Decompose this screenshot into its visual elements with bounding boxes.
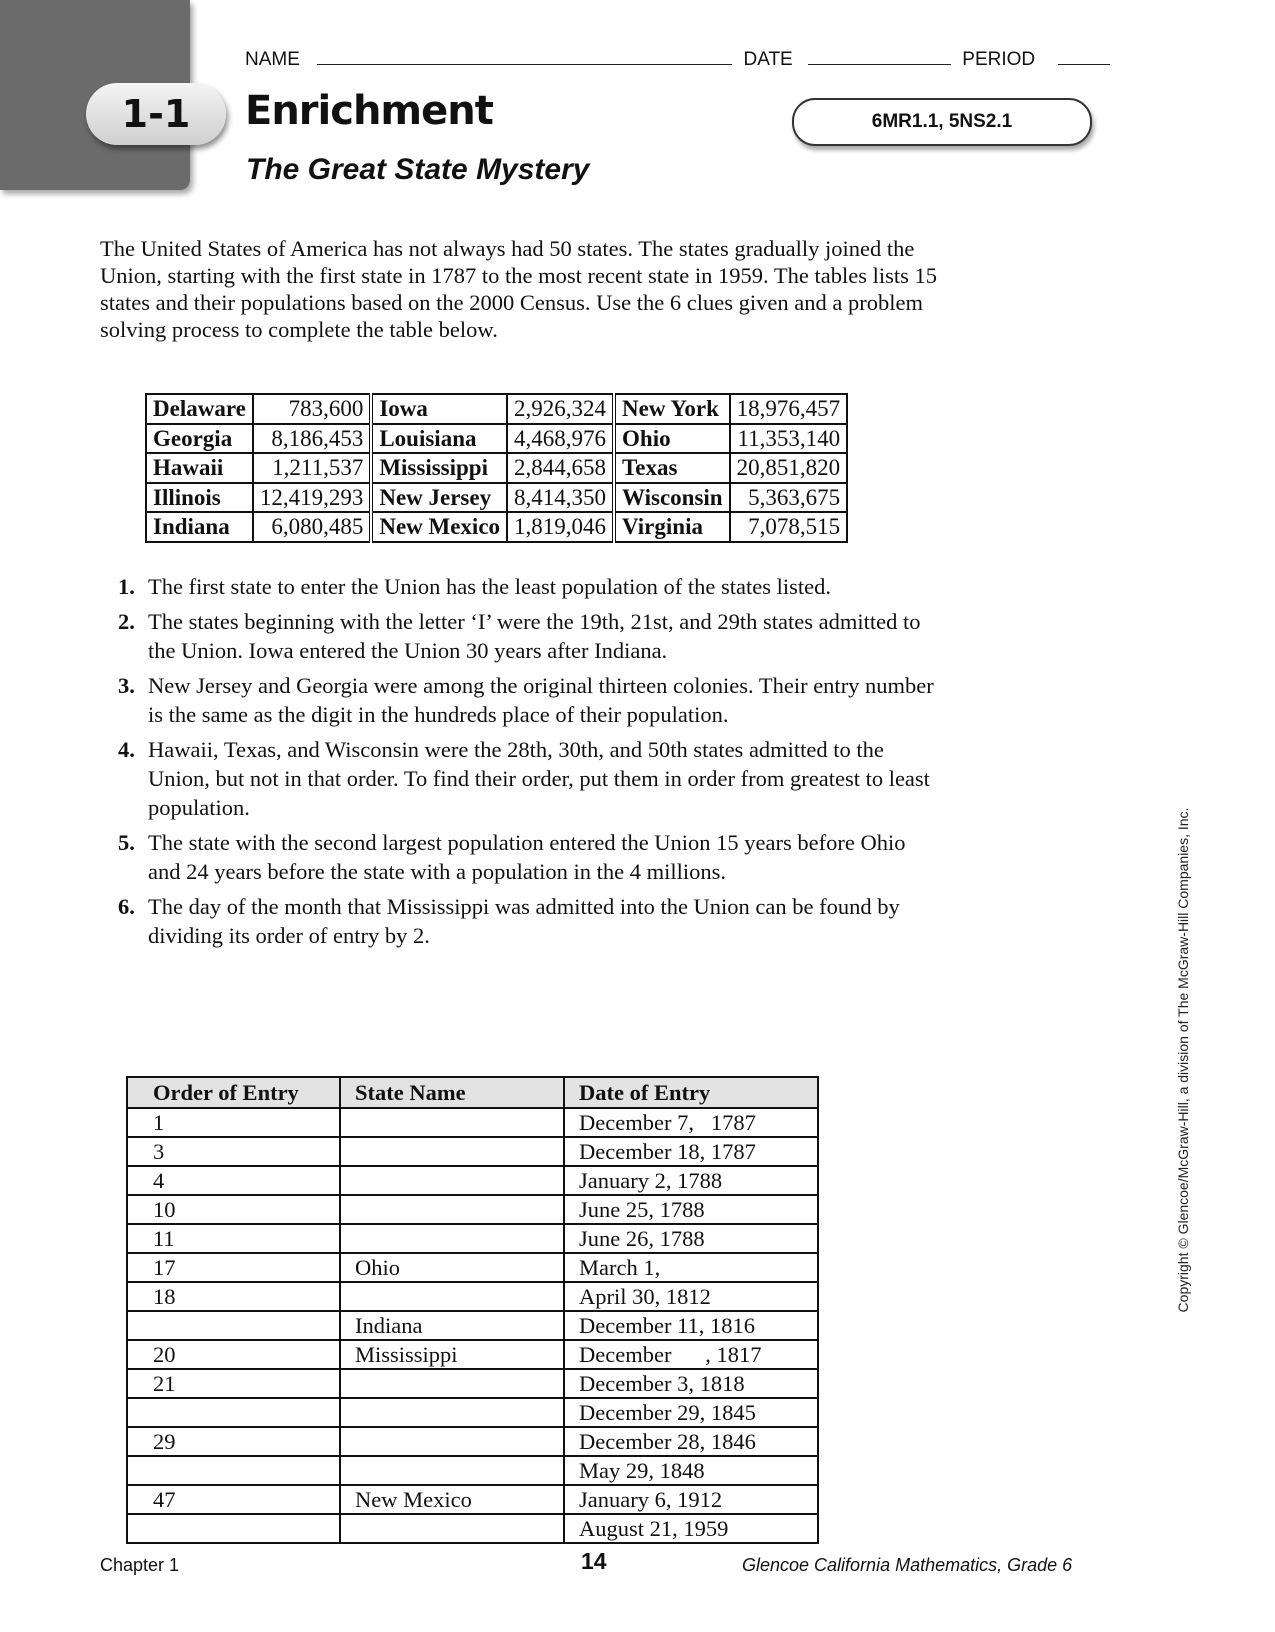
- state-name-cell[interactable]: [340, 1456, 564, 1485]
- clue-text: The state with the second largest population entered the Union 15 years before Ohio and 24 years before the state with a population in the 4 millions.: [148, 830, 906, 884]
- state-name-cell[interactable]: [340, 1137, 564, 1166]
- standards-badge: 6MR1.1, 5NS2.1: [792, 98, 1092, 146]
- entry-row: [127, 1398, 818, 1427]
- population-cell: 8,414,350: [507, 483, 614, 513]
- lesson-number-badge: [86, 83, 226, 145]
- date-of-entry-cell: June 26, 1788: [564, 1224, 818, 1253]
- order-of-entry-cell[interactable]: [127, 1398, 340, 1427]
- state-name-cell: New York: [614, 394, 730, 424]
- entry-row: [127, 1166, 818, 1195]
- population-cell: 7,078,515: [730, 512, 848, 542]
- date-of-entry-cell: December 3, 1818: [564, 1369, 818, 1398]
- population-row: [146, 453, 847, 483]
- date-of-entry-cell: June 25, 1788: [564, 1195, 818, 1224]
- state-name-cell: Illinois: [146, 483, 253, 513]
- clue-list: [110, 572, 940, 956]
- state-name-cell: New Mexico: [340, 1485, 564, 1514]
- state-name-cell: Ohio: [340, 1253, 564, 1282]
- date-of-entry-cell: August 21, 1959: [564, 1514, 818, 1543]
- state-name-cell[interactable]: [340, 1398, 564, 1427]
- date-of-entry-cell: January 2, 1788: [564, 1166, 818, 1195]
- state-name-cell[interactable]: [340, 1282, 564, 1311]
- population-cell: 11,353,140: [730, 424, 848, 454]
- date-of-entry-cell: April 30, 1812: [564, 1282, 818, 1311]
- state-name-cell: Ohio: [614, 424, 730, 454]
- entry-row: [127, 1137, 818, 1166]
- state-name-cell: Wisconsin: [614, 483, 730, 513]
- population-table: [145, 393, 848, 543]
- clue-item: [110, 892, 940, 950]
- date-of-entry-cell: December 29, 1845: [564, 1398, 818, 1427]
- population-cell: 1,211,537: [253, 453, 372, 483]
- date-blank[interactable]: [808, 63, 951, 65]
- population-cell: 5,363,675: [730, 483, 848, 513]
- state-name-cell[interactable]: [340, 1108, 564, 1137]
- state-name-cell: Delaware: [146, 394, 253, 424]
- state-name-cell: New Jersey: [371, 483, 507, 513]
- order-of-entry-cell: 18: [127, 1282, 340, 1311]
- order-of-entry-cell: 11: [127, 1224, 340, 1253]
- order-of-entry-cell: 10: [127, 1195, 340, 1224]
- order-of-entry-cell: 29: [127, 1427, 340, 1456]
- name-blank[interactable]: [317, 63, 732, 65]
- state-name-cell: Mississippi: [340, 1340, 564, 1369]
- clue-item: [110, 735, 940, 822]
- clue-text: The states beginning with the letter ‘I’ were the 19th, 21st, and 29th states admitted to the Union. Iowa entered the Union 30 years after Indiana.: [148, 609, 921, 663]
- order-of-entry-cell: 20: [127, 1340, 340, 1369]
- entry-row: [127, 1456, 818, 1485]
- clue-number: 3.: [118, 673, 135, 698]
- clue-item: [110, 828, 940, 886]
- population-cell: 4,468,976: [507, 424, 614, 454]
- entry-row: [127, 1427, 818, 1456]
- state-name-cell: Virginia: [614, 512, 730, 542]
- state-name-cell: Louisiana: [371, 424, 507, 454]
- population-cell: 2,926,324: [507, 394, 614, 424]
- date-of-entry-cell: January 6, 1912: [564, 1485, 818, 1514]
- copyright-notice: Copyright © Glencoe/McGraw-Hill, a division of The McGraw-Hill Companies, Inc.: [1175, 807, 1191, 1313]
- clue-number: 4.: [118, 737, 135, 762]
- order-of-entry-cell[interactable]: [127, 1311, 340, 1340]
- entry-row: [127, 1369, 818, 1398]
- population-cell: 1,819,046: [507, 512, 614, 542]
- population-row: [146, 394, 847, 424]
- clue-item: [110, 671, 940, 729]
- entry-row: [127, 1514, 818, 1543]
- population-row: [146, 483, 847, 513]
- lesson-number: 1-1: [121, 92, 191, 136]
- entry-row: [127, 1108, 818, 1137]
- state-name-cell[interactable]: [340, 1369, 564, 1398]
- date-of-entry-cell: December 11, 1816: [564, 1311, 818, 1340]
- state-name-cell: Hawaii: [146, 453, 253, 483]
- entry-row: [127, 1224, 818, 1253]
- footer-book-title: Glencoe California Mathematics, Grade 6: [742, 1555, 1073, 1575]
- entry-row: [127, 1485, 818, 1514]
- footer-page-number: 14: [581, 1548, 607, 1574]
- order-of-entry-cell: 1: [127, 1108, 340, 1137]
- date-of-entry-cell: May 29, 1848: [564, 1456, 818, 1485]
- state-name-cell: Indiana: [146, 512, 253, 542]
- population-cell: 6,080,485: [253, 512, 372, 542]
- state-name-cell: Mississippi: [371, 453, 507, 483]
- population-cell: 8,186,453: [253, 424, 372, 454]
- entry-row: [127, 1195, 818, 1224]
- state-name-cell[interactable]: [340, 1427, 564, 1456]
- entry-row: [127, 1340, 818, 1369]
- order-of-entry-cell[interactable]: [127, 1514, 340, 1543]
- entry-row: [127, 1282, 818, 1311]
- entry-row: [127, 1311, 818, 1340]
- entry-table-header-row: [127, 1077, 818, 1108]
- population-cell: 18,976,457: [730, 394, 848, 424]
- order-of-entry-cell[interactable]: [127, 1456, 340, 1485]
- clue-number: 2.: [118, 609, 135, 634]
- date-of-entry-cell: December , 1817: [564, 1340, 818, 1369]
- population-cell: 783,600: [253, 394, 372, 424]
- clue-number: 1.: [118, 574, 135, 599]
- clue-text: The first state to enter the Union has the least population of the states listed.: [148, 574, 831, 599]
- name-label: NAME: [245, 49, 300, 70]
- period-label: PERIOD: [962, 49, 1036, 70]
- clue-item: [110, 572, 940, 601]
- population-cell: 12,419,293: [253, 483, 372, 513]
- date-of-entry-cell: December 18, 1787: [564, 1137, 818, 1166]
- page-title: Enrichment: [245, 88, 493, 134]
- state-name-cell: Texas: [614, 453, 730, 483]
- population-row: [146, 512, 847, 542]
- state-name-cell[interactable]: [340, 1224, 564, 1253]
- footer-chapter: Chapter 1: [100, 1555, 180, 1575]
- state-name-cell: New Mexico: [371, 512, 507, 542]
- page-subtitle: The Great State Mystery: [246, 153, 590, 186]
- order-of-entry-cell: 47: [127, 1485, 340, 1514]
- date-of-entry-cell: December 28, 1846: [564, 1427, 818, 1456]
- date-of-entry-cell: December 7, 1787: [564, 1108, 818, 1137]
- state-name-cell: Iowa: [371, 394, 507, 424]
- state-name-cell[interactable]: [340, 1195, 564, 1224]
- order-of-entry-cell: 4: [127, 1166, 340, 1195]
- entry-table: [126, 1076, 819, 1544]
- date-label: DATE: [743, 49, 793, 70]
- date-of-entry-cell: March 1,: [564, 1253, 818, 1282]
- population-cell: 2,844,658: [507, 453, 614, 483]
- header-order-of-entry: Order of Entry: [127, 1077, 340, 1108]
- state-name-cell[interactable]: [340, 1166, 564, 1195]
- period-blank[interactable]: [1058, 63, 1110, 65]
- state-name-cell[interactable]: [340, 1514, 564, 1543]
- header-date-of-entry: Date of Entry: [564, 1077, 818, 1108]
- name-date-period-row: [245, 49, 1110, 71]
- order-of-entry-cell: 17: [127, 1253, 340, 1282]
- intro-paragraph: The United States of America has not always had 50 states. The states gradually joined the Union, starting with the first state in 1787 to the most recent state in 1959. The tables lists 15 states and their populations based on the 2000 Census. Use the 6 clues given and a problem solving process to complete the table below.: [100, 236, 937, 342]
- clue-text: Hawaii, Texas, and Wisconsin were the 28th, 30th, and 50th states admitted to the Union, but not in that order. To find their order, put them in order from greatest to least population.: [148, 737, 930, 820]
- clue-number: 6.: [118, 894, 135, 919]
- clue-number: 5.: [118, 830, 135, 855]
- state-name-cell: Indiana: [340, 1311, 564, 1340]
- clue-text: The day of the month that Mississippi was admitted into the Union can be found by dividing its order of entry by 2.: [148, 894, 900, 948]
- population-cell: 20,851,820: [730, 453, 848, 483]
- population-row: [146, 424, 847, 454]
- state-name-cell: Georgia: [146, 424, 253, 454]
- clue-text: New Jersey and Georgia were among the original thirteen colonies. Their entry number is the same as the digit in the hundreds place of their population.: [148, 673, 934, 727]
- order-of-entry-cell: 3: [127, 1137, 340, 1166]
- header-state-name: State Name: [340, 1077, 564, 1108]
- entry-row: [127, 1253, 818, 1282]
- clue-item: [110, 607, 940, 665]
- order-of-entry-cell: 21: [127, 1369, 340, 1398]
